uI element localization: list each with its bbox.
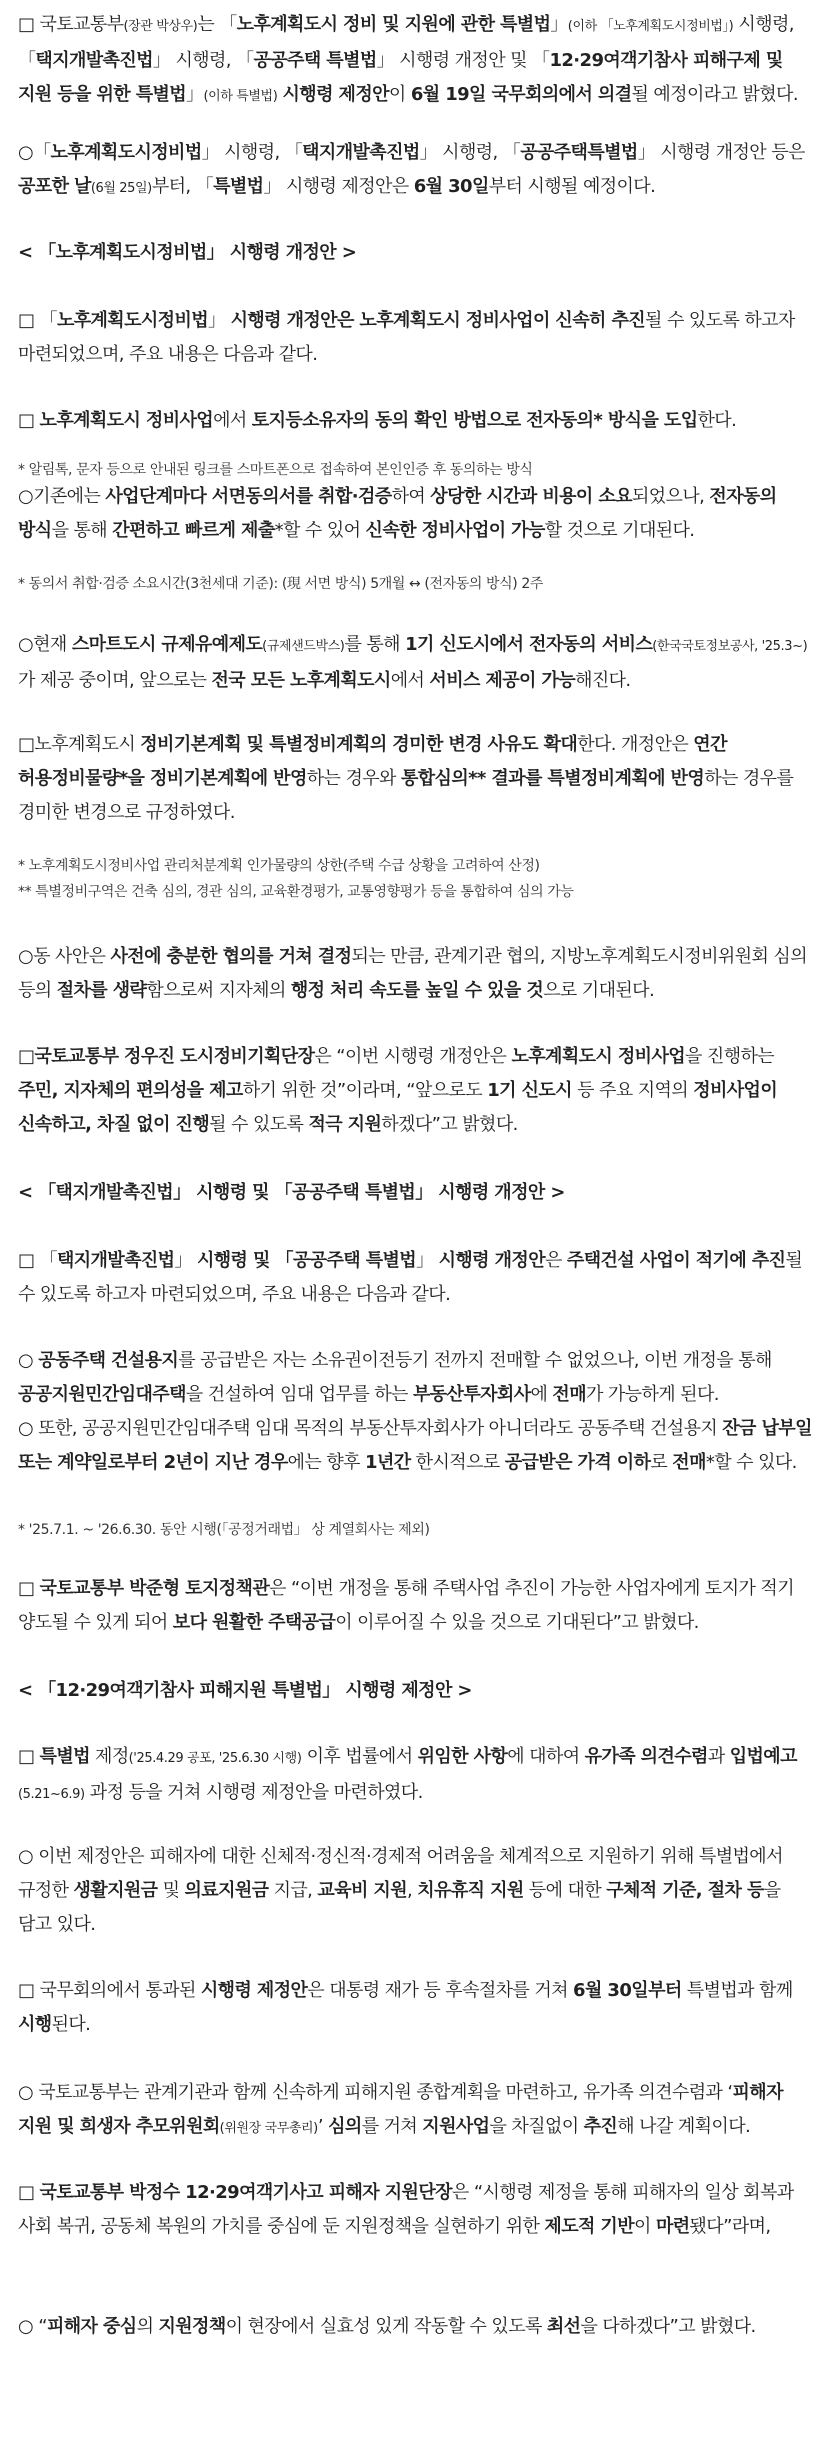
section-1-footnote-4: ** 특별정비구역은 건축 심의, 경관 심의, 교육환경평가, 교통영향평가 등을 통합하여 심의 가능 (18, 884, 574, 900)
section-3-paragraph-3: □ 국무회의에서 통과된 시행령 제정안은 대통령 재가 등 후속절차를 거쳐 6월 30일부터 특별법과 함께 시행된다. (18, 1980, 793, 2035)
section-3-paragraph-1: □ 특별법 제정('25.4.29 공포, '25.6.30 시행) 이후 법률에서 위임한 사항에 대하여 유가족 의견수렴과 입법예고(5.21~6.9) 과정 등을 거쳐 시행령 제정안을 마련하였다. (18, 1746, 797, 1803)
section-1-footnote-2: * 동의서 취합·검증 소요시간(3천세대 기준): (現 서면 방식) 5개월 ↔ (전자동의 방식) 2주 (18, 576, 543, 592)
section-1-paragraph-1: □ 「노후계획도시정비법」 시행령 개정안은 노후계획도시 정비사업이 신속히 추진될 수 있도록 하고자 마련되었으며, 주요 내용은 다음과 같다. (18, 310, 795, 365)
section-2-paragraph-3: ○ 또한, 공공지원민간임대주택 임대 목적의 부동산투자회사가 아니더라도 공동주택 건설용지 잔금 납부일 또는 계약일로부터 2년이 지난 경우에는 향후 1년간 한시적으로 공급받은 가격 이하로 전매*할 수 있다. (18, 1418, 812, 1473)
section-3-paragraph-2: ○ 이번 제정안은 피해자에 대한 신체적·정신적·경제적 어려움을 체계적으로 지원하기 위해 특별법에서 규정한 생활지원금 및 의료지원금 지급, 교육비 지원, 치유휴직 지원 등에 대한 구체적 기준, 절차 등을 담고 있다. (18, 1846, 783, 1935)
section-3-paragraph-5: □ 국토교통부 박정수 12·29여객기사고 피해자 지원단장은 “시행령 제정을 통해 피해자의 일상 회복과 사회 복귀, 공동체 복원의 가치를 중심에 둔 지원정책을 실현하기 위한 제도적 기반이 마련됐다”라며, (18, 2182, 794, 2237)
section-3-heading: < 「12·29여객기참사 피해지원 특별법」 시행령 제정안 > (18, 1680, 472, 1701)
section-2-heading: < 「택지개발촉진법」 시행령 및 「공공주택 특별법」 시행령 개정안 > (18, 1182, 565, 1203)
intro-paragraph-1: □ 국토교통부(장관 박상우)는 「노후계획도시 정비 및 지원에 관한 특별법」(이하 「노후계획도시정비법」) 시행령, 「택지개발촉진법」 시행령, 「공공주택 특별법」 시행령 개정안 및 「12·29여객기참사 피해구제 및 지원 등을 위한 특별법」(이하 특별법) 시행령 제정안이 6월 19일 국무회의에서 의결될 예정이라고 밝혔다. (18, 14, 798, 105)
section-1-paragraph-5: □노후계획도시 정비기본계획 및 특별정비계획의 경미한 변경 사유도 확대한다. 개정안은 연간 허용정비물량*을 정비기본계획에 반영하는 경우와 통합심의** 결과를 특별정비계획에 반영하는 경우를 경미한 변경으로 규정하였다. (18, 734, 794, 823)
section-3-paragraph-4: ○ 국토교통부는 관계기관과 함께 신속하게 피해지원 종합계획을 마련하고, 유가족 의견수렴과 ‘피해자 지원 및 희생자 추모위원회(위원장 국무총리)’ 심의를 거쳐 지원사업을 차질없이 추진해 나갈 계획이다. (18, 2082, 783, 2137)
section-1-heading: < 「노후계획도시정비법」 시행령 개정안 > (18, 242, 357, 263)
section-2-footnote-1: * '25.7.1. ~ '26.6.30. 동안 시행(「공정거래법」 상 계열회사는 제외) (18, 1522, 430, 1538)
section-1-paragraph-6: ○동 사안은 사전에 충분한 협의를 거쳐 결정되는 만큼, 관계기관 협의, 지방노후계획도시정비위원회 심의 등의 절차를 생략함으로써 지자체의 행정 처리 속도를 높일 수 있을 것으로 기대된다. (18, 946, 807, 1001)
section-2-paragraph-1: □ 「택지개발촉진법」 시행령 및 「공공주택 특별법」 시행령 개정안은 주택건설 사업이 적기에 추진될 수 있도록 하고자 마련되었으며, 주요 내용은 다음과 같다. (18, 1250, 803, 1305)
section-1-footnote-3: * 노후계획도시정비사업 관리처분계획 인가물량의 상한(주택 수급 상황을 고려하여 산정) (18, 858, 540, 874)
section-1-paragraph-4: ○현재 스마트도시 규제유예제도(규제샌드박스)를 통해 1기 신도시에서 전자동의 서비스(한국국토정보공사, '25.3~)가 제공 중이며, 앞으로는 전국 모든 노후계획도시에서 서비스 제공이 가능해진다. (18, 634, 808, 691)
section-1-paragraph-7: □국토교통부 정우진 도시정비기획단장은 “이번 시행령 개정안은 노후계획도시 정비사업을 진행하는 주민, 지자체의 편의성을 제고하기 위한 것”이라며, “앞으로도 1기 신도시 등 주요 지역의 정비사업이 신속하고, 차질 없이 진행될 수 있도록 적극 지원하겠다”고 밝혔다. (18, 1046, 778, 1135)
section-2-paragraph-4: □ 국토교통부 박준형 토지정책관은 “이번 개정을 통해 주택사업 추진이 가능한 사업자에게 토지가 적기 양도될 수 있게 되어 보다 원활한 주택공급이 이루어질 수 있을 것으로 기대된다”고 밝혔다. (18, 1578, 794, 1633)
section-3-paragraph-6: ○ “피해자 중심의 지원정책이 현장에서 실효성 있게 작동할 수 있도록 최선을 다하겠다”고 밝혔다. (18, 2316, 756, 2337)
section-1-footnote-1: * 알림톡, 문자 등으로 안내된 링크를 스마트폰으로 접속하여 본인인증 후 동의하는 방식 (18, 462, 533, 478)
intro-paragraph-2: ○「노후계획도시정비법」 시행령, 「택지개발촉진법」 시행령, 「공공주택특별법」 시행령 개정안 등은 공포한 날(6월 25일)부터, 「특별법」 시행령 제정안은 6월 30일부터 시행될 예정이다. (18, 142, 805, 197)
section-2-paragraph-2: ○ 공동주택 건설용지를 공급받은 자는 소유권이전등기 전까지 전매할 수 없었으나, 이번 개정을 통해 공공지원민간임대주택을 건설하여 임대 업무를 하는 부동산투자회사에 전매가 가능하게 된다. (18, 1350, 772, 1405)
section-1-paragraph-3: ○기존에는 사업단계마다 서면동의서를 취합·검증하여 상당한 시간과 비용이 소요되었으나, 전자동의 방식을 통해 간편하고 빠르게 제출*할 수 있어 신속한 정비사업이 가능할 것으로 기대된다. (18, 486, 777, 541)
section-1-paragraph-2: □ 노후계획도시 정비사업에서 토지등소유자의 동의 확인 방법으로 전자동의* 방식을 도입한다. (18, 410, 737, 431)
